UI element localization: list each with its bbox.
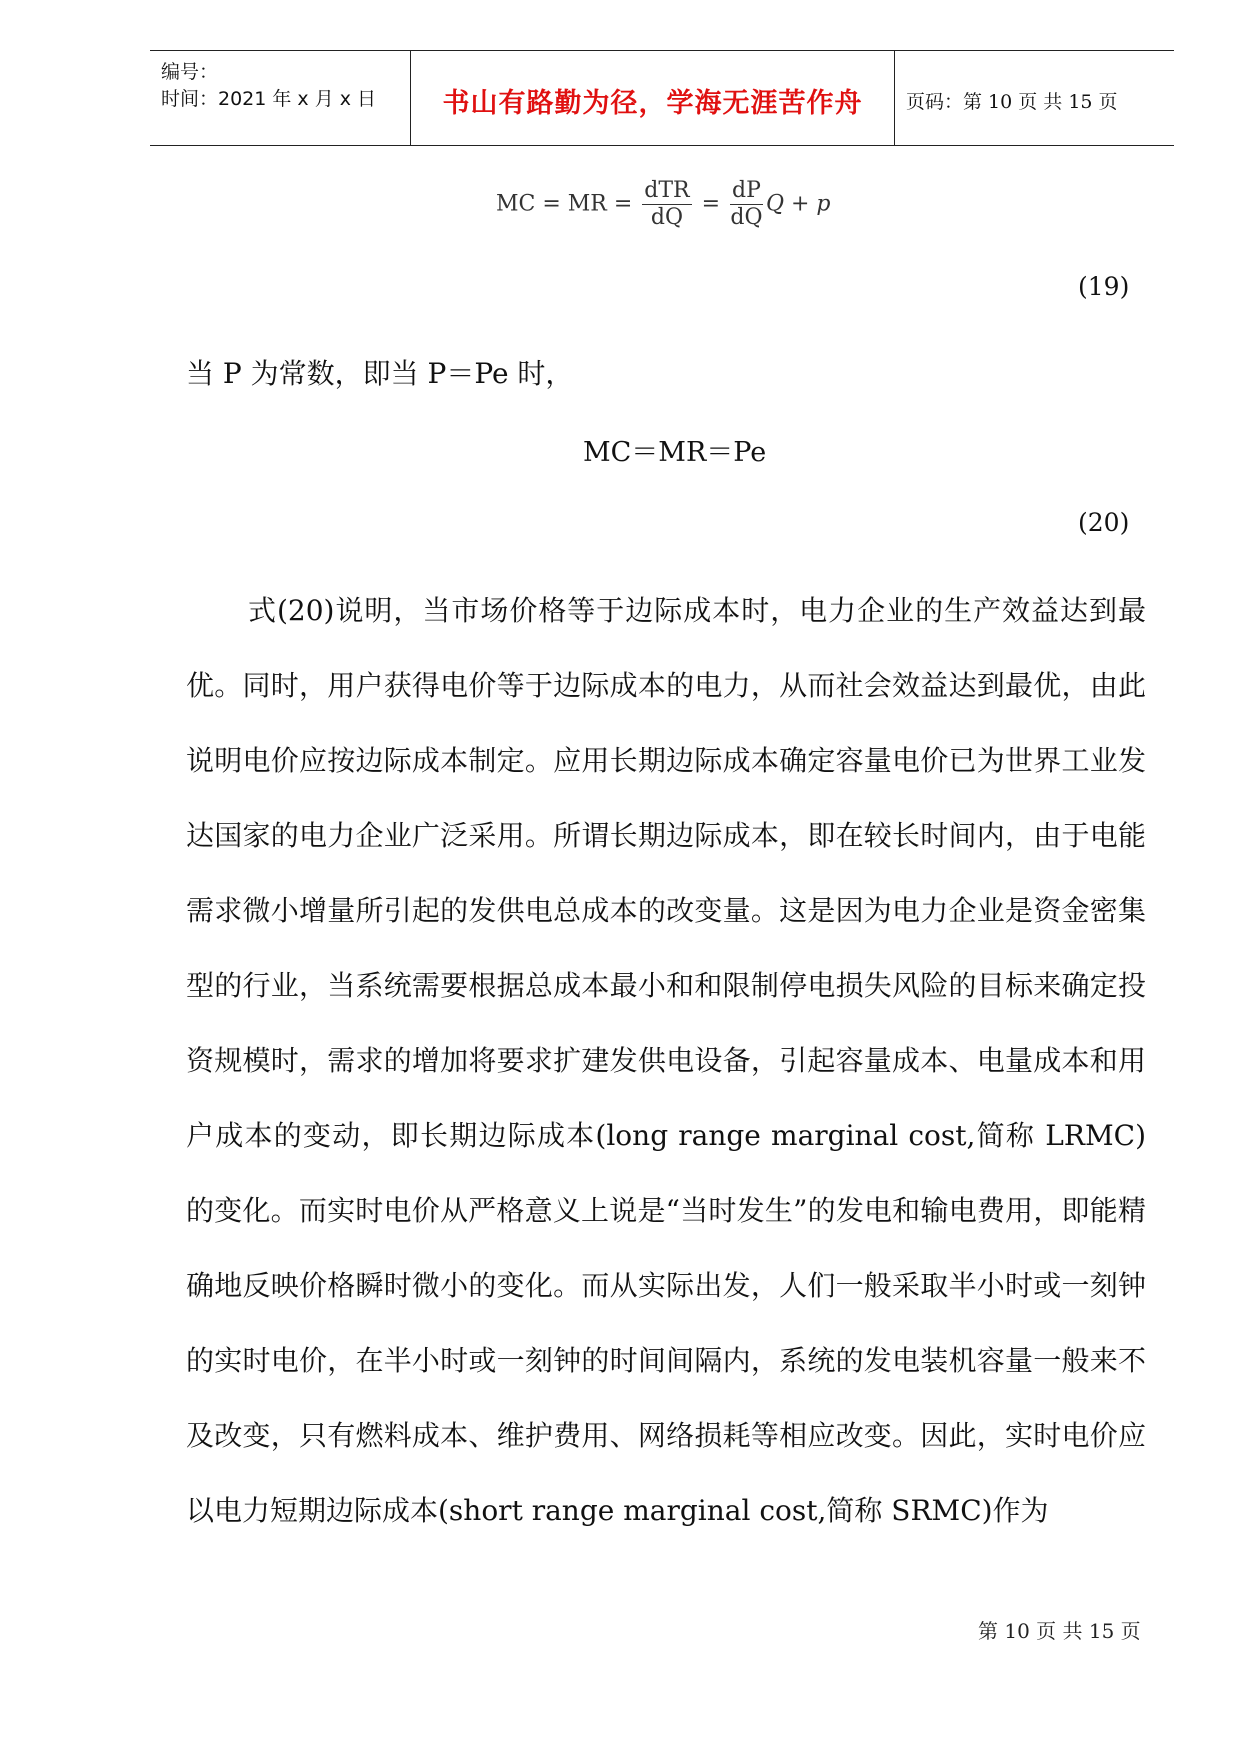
formula-20: MC＝MR＝Pe bbox=[583, 437, 767, 468]
formula-19-fraction-1 bbox=[642, 178, 691, 231]
fraction-2-numerator: dP bbox=[732, 178, 761, 203]
header-motto: 书山有路勤为径，学海无涯苦作舟 bbox=[442, 88, 863, 119]
header-page-cell bbox=[894, 51, 1174, 145]
formula-19-equals: = bbox=[694, 191, 728, 217]
fraction-1-numerator: dTR bbox=[644, 178, 690, 203]
equation-number-19: (19) bbox=[1078, 272, 1130, 301]
condition-line: 当 P 为常数，即当 P＝Pe 时， bbox=[186, 357, 574, 390]
header-motto-cell bbox=[410, 51, 895, 145]
header-table bbox=[150, 50, 1174, 146]
header-info-cell bbox=[150, 51, 410, 145]
formula-19-lhs: MC = MR = bbox=[496, 191, 640, 217]
fraction-1-denominator: dQ bbox=[650, 205, 684, 230]
body-paragraph: 式(20)说明，当市场价格等于边际成本时，电力企业的生产效益达到最优。同时，用户获得电价等于边际成本的电力，从而社会效益达到最优，由此说明电价应按边际成本制定。应用长期边际成本确定容量电价已为世界工业发达国家的电力企业广泛采用。所谓长期边际成本，即在较长时间内，由于电能需求微小增量所引起的发供电总成本的改变量。这是因为电力企业是资金密集型的行业，当系统需要根据总成本最小和和限制停电损失风险的目标来确定投资规模时，需求的增加将要求扩建发供电设备，引起容量成本、电量成本和用户成本的变动，即长期边际成本(long range marginal cost,简称 LRMC)的变化。而实时电价从严格意义上说是“当时发生”的发电和输电费用，即能精确地反映价格瞬时微小的变化。而从实际出发，人们一般采取半小时或一刻钟的实时电价，在半小时或一刻钟的时间间隔内，系统的发电装机容量一般来不及改变，只有燃料成本、维护费用、网络损耗等相应改变。因此，实时电价应以电力短期边际成本(short range marginal cost,简称 SRMC)作为 bbox=[186, 594, 1146, 1527]
document-date-label: 时间：2021 年 x 月 x 日 bbox=[161, 88, 377, 110]
fraction-2-denominator: dQ bbox=[730, 205, 763, 230]
document-number-label: 编号： bbox=[161, 61, 219, 83]
page-footer: 第 10 页 共 15 页 bbox=[978, 1619, 1141, 1643]
header-page-label: 页码：第 10 页 共 15 页 bbox=[906, 91, 1118, 113]
formula-19-tail: Q + p bbox=[765, 191, 831, 217]
formula-19-fraction-2 bbox=[730, 178, 763, 231]
equation-number-20: (20) bbox=[1078, 508, 1130, 537]
formula-19 bbox=[496, 178, 830, 231]
